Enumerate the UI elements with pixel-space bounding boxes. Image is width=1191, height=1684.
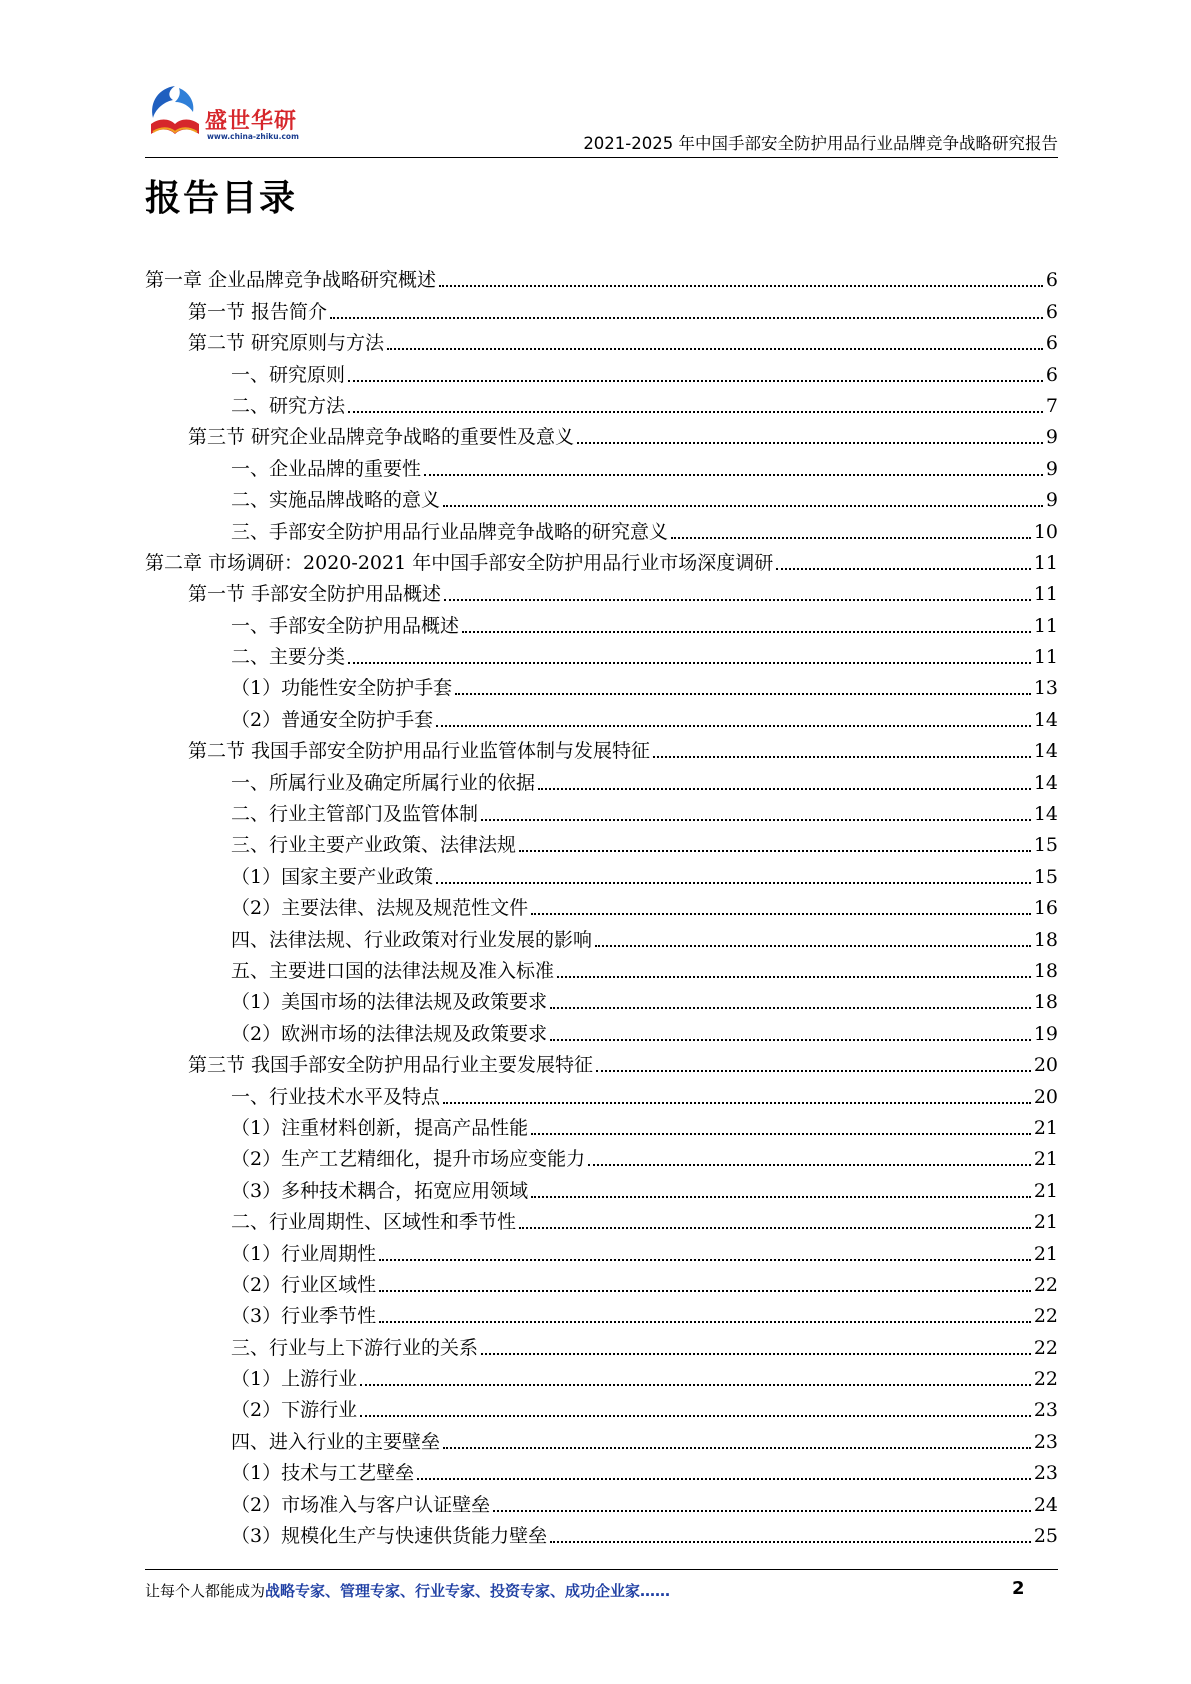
- toc-entry[interactable]: [145, 702, 1058, 733]
- toc-entry-page: 23: [1033, 1430, 1058, 1453]
- toc-dot-leader: [493, 1510, 1031, 1512]
- toc-dot-leader: [577, 442, 1043, 444]
- logo-name: 盛世华研: [205, 109, 298, 134]
- toc-entry[interactable]: [145, 985, 1058, 1016]
- table-of-contents: [145, 263, 1058, 1550]
- toc-entry-page: 22: [1033, 1273, 1058, 1296]
- toc-entry[interactable]: [145, 1111, 1058, 1142]
- toc-entry[interactable]: [145, 765, 1058, 796]
- logo-emblem-icon: [145, 82, 207, 144]
- toc-dot-leader: [538, 788, 1031, 790]
- toc-entry[interactable]: [145, 420, 1058, 451]
- toc-entry-page: 23: [1033, 1462, 1058, 1485]
- toc-entry[interactable]: [145, 326, 1058, 357]
- toc-entry-page: 15: [1033, 834, 1058, 857]
- toc-dot-leader: [519, 850, 1031, 852]
- toc-entry-page: 11: [1033, 583, 1058, 606]
- toc-entry-title: （2）主要法律、法规及规范性文件: [231, 897, 529, 920]
- toc-entry[interactable]: [145, 1487, 1058, 1518]
- toc-entry[interactable]: [145, 797, 1058, 828]
- toc-entry-title: （1）上游行业: [231, 1368, 358, 1391]
- toc-entry[interactable]: [145, 514, 1058, 545]
- toc-entry-title: （3）行业季节性: [231, 1305, 377, 1328]
- toc-entry-page: 16: [1033, 897, 1058, 920]
- footer-slogan: [145, 1580, 670, 1601]
- toc-entry[interactable]: [145, 608, 1058, 639]
- toc-dot-leader: [444, 599, 1031, 601]
- toc-entry-title: 二、实施品牌战略的意义: [231, 489, 441, 512]
- toc-dot-leader: [481, 1353, 1031, 1355]
- toc-entry-title: 第一章 企业品牌竞争战略研究概述: [145, 269, 437, 292]
- page-number: 2: [1012, 1578, 1025, 1599]
- toc-entry[interactable]: [145, 357, 1058, 388]
- toc-dot-leader: [424, 474, 1043, 476]
- toc-entry-title: （2）欧洲市场的法律法规及政策要求: [231, 1022, 548, 1045]
- toc-entry-title: （1）美国市场的法律法规及政策要求: [231, 991, 548, 1014]
- toc-entry[interactable]: [145, 734, 1058, 765]
- toc-dot-leader: [455, 693, 1031, 695]
- toc-entry-page: 6: [1045, 332, 1058, 355]
- toc-entry[interactable]: [145, 1268, 1058, 1299]
- toc-entry-title: 二、行业周期性、区域性和季节性: [231, 1211, 517, 1234]
- toc-entry-page: 22: [1033, 1368, 1058, 1391]
- toc-entry-title: 一、企业品牌的重要性: [231, 457, 422, 480]
- toc-dot-leader: [443, 1447, 1031, 1449]
- toc-entry-title: 第二节 我国手部安全防护用品行业监管体制与发展特征: [188, 740, 651, 763]
- toc-entry[interactable]: [145, 1424, 1058, 1455]
- toc-entry[interactable]: [145, 389, 1058, 420]
- toc-entry-page: 11: [1033, 614, 1058, 637]
- toc-dot-leader: [557, 976, 1031, 978]
- toc-entry[interactable]: [145, 263, 1058, 294]
- toc-entry[interactable]: [145, 546, 1058, 577]
- toc-entry-page: 24: [1033, 1493, 1058, 1516]
- toc-entry-title: （1）技术与工艺壁垒: [231, 1462, 415, 1485]
- toc-entry-title: 一、行业技术水平及特点: [231, 1085, 441, 1108]
- logo-url: www.china-zhiku.com: [207, 132, 299, 141]
- footer-divider: [145, 1569, 1058, 1570]
- toc-entry-page: 21: [1033, 1242, 1058, 1265]
- toc-entry-page: 18: [1033, 991, 1058, 1014]
- toc-entry-title: （1）国家主要产业政策: [231, 865, 434, 888]
- toc-entry-page: 19: [1033, 1022, 1058, 1045]
- toc-entry-title: 二、主要分类: [231, 646, 346, 669]
- toc-dot-leader: [671, 537, 1031, 539]
- toc-entry-page: 14: [1033, 771, 1058, 794]
- toc-entry[interactable]: [145, 483, 1058, 514]
- toc-entry[interactable]: [145, 922, 1058, 953]
- company-logo: [145, 82, 315, 148]
- toc-entry[interactable]: [145, 1330, 1058, 1361]
- toc-entry-title: 一、手部安全防护用品概述: [231, 614, 460, 637]
- toc-dot-leader: [588, 1164, 1031, 1166]
- toc-dot-leader: [550, 1039, 1031, 1041]
- toc-heading: 报告目录: [145, 178, 298, 219]
- toc-entry-page: 10: [1033, 520, 1058, 543]
- toc-entry-title: （2）行业区域性: [231, 1273, 377, 1296]
- toc-entry-page: 18: [1033, 959, 1058, 982]
- toc-entry[interactable]: [145, 1079, 1058, 1110]
- toc-entry-page: 14: [1033, 708, 1058, 731]
- toc-entry-title: （1）功能性安全防护手套: [231, 677, 453, 700]
- toc-entry[interactable]: [145, 1393, 1058, 1424]
- toc-entry[interactable]: [145, 1519, 1058, 1550]
- toc-entry-title: 第一节 报告简介: [188, 300, 328, 323]
- toc-entry-title: 二、行业主管部门及监管体制: [231, 803, 479, 826]
- toc-entry[interactable]: [145, 577, 1058, 608]
- toc-dot-leader: [595, 945, 1031, 947]
- toc-dot-leader: [387, 348, 1043, 350]
- toc-entry[interactable]: [145, 1362, 1058, 1393]
- toc-entry-page: 14: [1033, 740, 1058, 763]
- toc-dot-leader: [776, 568, 1031, 570]
- toc-entry-title: 二、研究方法: [231, 394, 346, 417]
- page-header: [145, 82, 1058, 160]
- toc-entry-title: 第一节 手部安全防护用品概述: [188, 583, 442, 606]
- toc-entry[interactable]: [145, 1236, 1058, 1267]
- toc-entry-page: 21: [1033, 1116, 1058, 1139]
- toc-entry-page: 20: [1033, 1054, 1058, 1077]
- toc-entry[interactable]: [145, 891, 1058, 922]
- toc-dot-leader: [439, 285, 1043, 287]
- toc-entry-page: 23: [1033, 1399, 1058, 1422]
- toc-entry-title: 第二节 研究原则与方法: [188, 332, 385, 355]
- toc-dot-leader: [436, 725, 1031, 727]
- toc-entry-title: （1）行业周期性: [231, 1242, 377, 1265]
- toc-entry-page: 13: [1033, 677, 1058, 700]
- toc-dot-leader: [379, 1321, 1031, 1323]
- toc-entry-title: 一、所属行业及确定所属行业的依据: [231, 771, 536, 794]
- toc-entry-title: 四、进入行业的主要壁垒: [231, 1430, 441, 1453]
- toc-entry-title: 第三节 研究企业品牌竞争战略的重要性及意义: [188, 426, 575, 449]
- footer-slogan-suffix: 战略专家、管理专家、行业专家、投资专家、成功企业家……: [265, 1582, 671, 1600]
- toc-entry-title: （2）下游行业: [231, 1399, 358, 1422]
- toc-entry-page: 6: [1045, 269, 1058, 292]
- toc-dot-leader: [348, 411, 1043, 413]
- toc-entry[interactable]: [145, 859, 1058, 890]
- toc-entry[interactable]: [145, 1456, 1058, 1487]
- toc-entry[interactable]: [145, 640, 1058, 671]
- toc-entry-page: 22: [1033, 1336, 1058, 1359]
- toc-entry-page: 25: [1033, 1525, 1058, 1548]
- report-title: 2021-2025 年中国手部安全防护用品行业品牌竞争战略研究报告: [583, 134, 1058, 153]
- toc-entry-title: 一、研究原则: [231, 363, 346, 386]
- toc-entry-page: 18: [1033, 928, 1058, 951]
- toc-entry-title: （2）生产工艺精细化，提升市场应变能力: [231, 1148, 586, 1171]
- toc-entry[interactable]: [145, 1173, 1058, 1204]
- toc-dot-leader: [550, 1541, 1031, 1543]
- toc-entry-title: 第二章 市场调研：2020-2021 年中国手部安全防护用品行业市场深度调研: [145, 551, 774, 574]
- toc-dot-leader: [443, 505, 1043, 507]
- toc-dot-leader: [481, 819, 1031, 821]
- toc-dot-leader: [531, 1196, 1031, 1198]
- toc-entry[interactable]: [145, 828, 1058, 859]
- toc-dot-leader: [443, 1102, 1031, 1104]
- toc-entry-title: （2）市场准入与客户认证壁垒: [231, 1493, 491, 1516]
- toc-entry-page: 21: [1033, 1211, 1058, 1234]
- toc-dot-leader: [348, 380, 1043, 382]
- toc-entry-page: 15: [1033, 865, 1058, 888]
- toc-entry-page: 14: [1033, 803, 1058, 826]
- toc-dot-leader: [417, 1478, 1031, 1480]
- toc-dot-leader: [330, 317, 1043, 319]
- toc-entry[interactable]: [145, 294, 1058, 325]
- toc-entry-page: 11: [1033, 551, 1058, 574]
- toc-entry-page: 7: [1045, 394, 1058, 417]
- toc-dot-leader: [348, 662, 1031, 664]
- toc-dot-leader: [519, 1227, 1031, 1229]
- toc-entry-title: 四、法律法规、行业政策对行业发展的影响: [231, 928, 593, 951]
- toc-entry-title: 五、主要进口国的法律法规及准入标准: [231, 959, 555, 982]
- toc-entry-page: 6: [1045, 300, 1058, 323]
- toc-dot-leader: [360, 1415, 1031, 1417]
- toc-entry-page: 20: [1033, 1085, 1058, 1108]
- toc-entry[interactable]: [145, 954, 1058, 985]
- toc-entry-page: 21: [1033, 1179, 1058, 1202]
- toc-entry-page: 21: [1033, 1148, 1058, 1171]
- toc-entry-page: 11: [1033, 646, 1058, 669]
- toc-entry-title: 三、行业主要产业政策、法律法规: [231, 834, 517, 857]
- toc-entry-page: 6: [1045, 363, 1058, 386]
- toc-dot-leader: [379, 1290, 1031, 1292]
- toc-entry[interactable]: [145, 1299, 1058, 1330]
- header-divider: [145, 157, 1058, 158]
- footer-slogan-prefix: 让每个人都能成为: [145, 1582, 266, 1600]
- toc-entry-title: 三、行业与上下游行业的关系: [231, 1336, 479, 1359]
- toc-entry-title: （3）多种技术耦合，拓宽应用领域: [231, 1179, 529, 1202]
- toc-entry-title: 第三节 我国手部安全防护用品行业主要发展特征: [188, 1054, 594, 1077]
- toc-dot-leader: [596, 1070, 1031, 1072]
- toc-entry-title: （2）普通安全防护手套: [231, 708, 434, 731]
- toc-dot-leader: [550, 1007, 1031, 1009]
- toc-entry[interactable]: [145, 1048, 1058, 1079]
- toc-dot-leader: [436, 882, 1031, 884]
- toc-entry-title: （3）规模化生产与快速供货能力壁垒: [231, 1525, 548, 1548]
- toc-dot-leader: [531, 913, 1031, 915]
- toc-entry-page: 9: [1045, 489, 1058, 512]
- toc-entry-title: 三、手部安全防护用品行业品牌竞争战略的研究意义: [231, 520, 669, 543]
- toc-dot-leader: [653, 756, 1031, 758]
- toc-dot-leader: [360, 1384, 1031, 1386]
- toc-entry[interactable]: [145, 1205, 1058, 1236]
- toc-entry-page: 9: [1045, 457, 1058, 480]
- toc-dot-leader: [462, 631, 1031, 633]
- toc-entry[interactable]: [145, 451, 1058, 482]
- toc-entry-title: （1）注重材料创新，提高产品性能: [231, 1116, 529, 1139]
- toc-entry[interactable]: [145, 671, 1058, 702]
- toc-dot-leader: [531, 1133, 1031, 1135]
- toc-dot-leader: [379, 1259, 1031, 1261]
- toc-entry-page: 9: [1045, 426, 1058, 449]
- toc-entry[interactable]: [145, 1016, 1058, 1047]
- toc-entry-page: 22: [1033, 1305, 1058, 1328]
- toc-entry[interactable]: [145, 1142, 1058, 1173]
